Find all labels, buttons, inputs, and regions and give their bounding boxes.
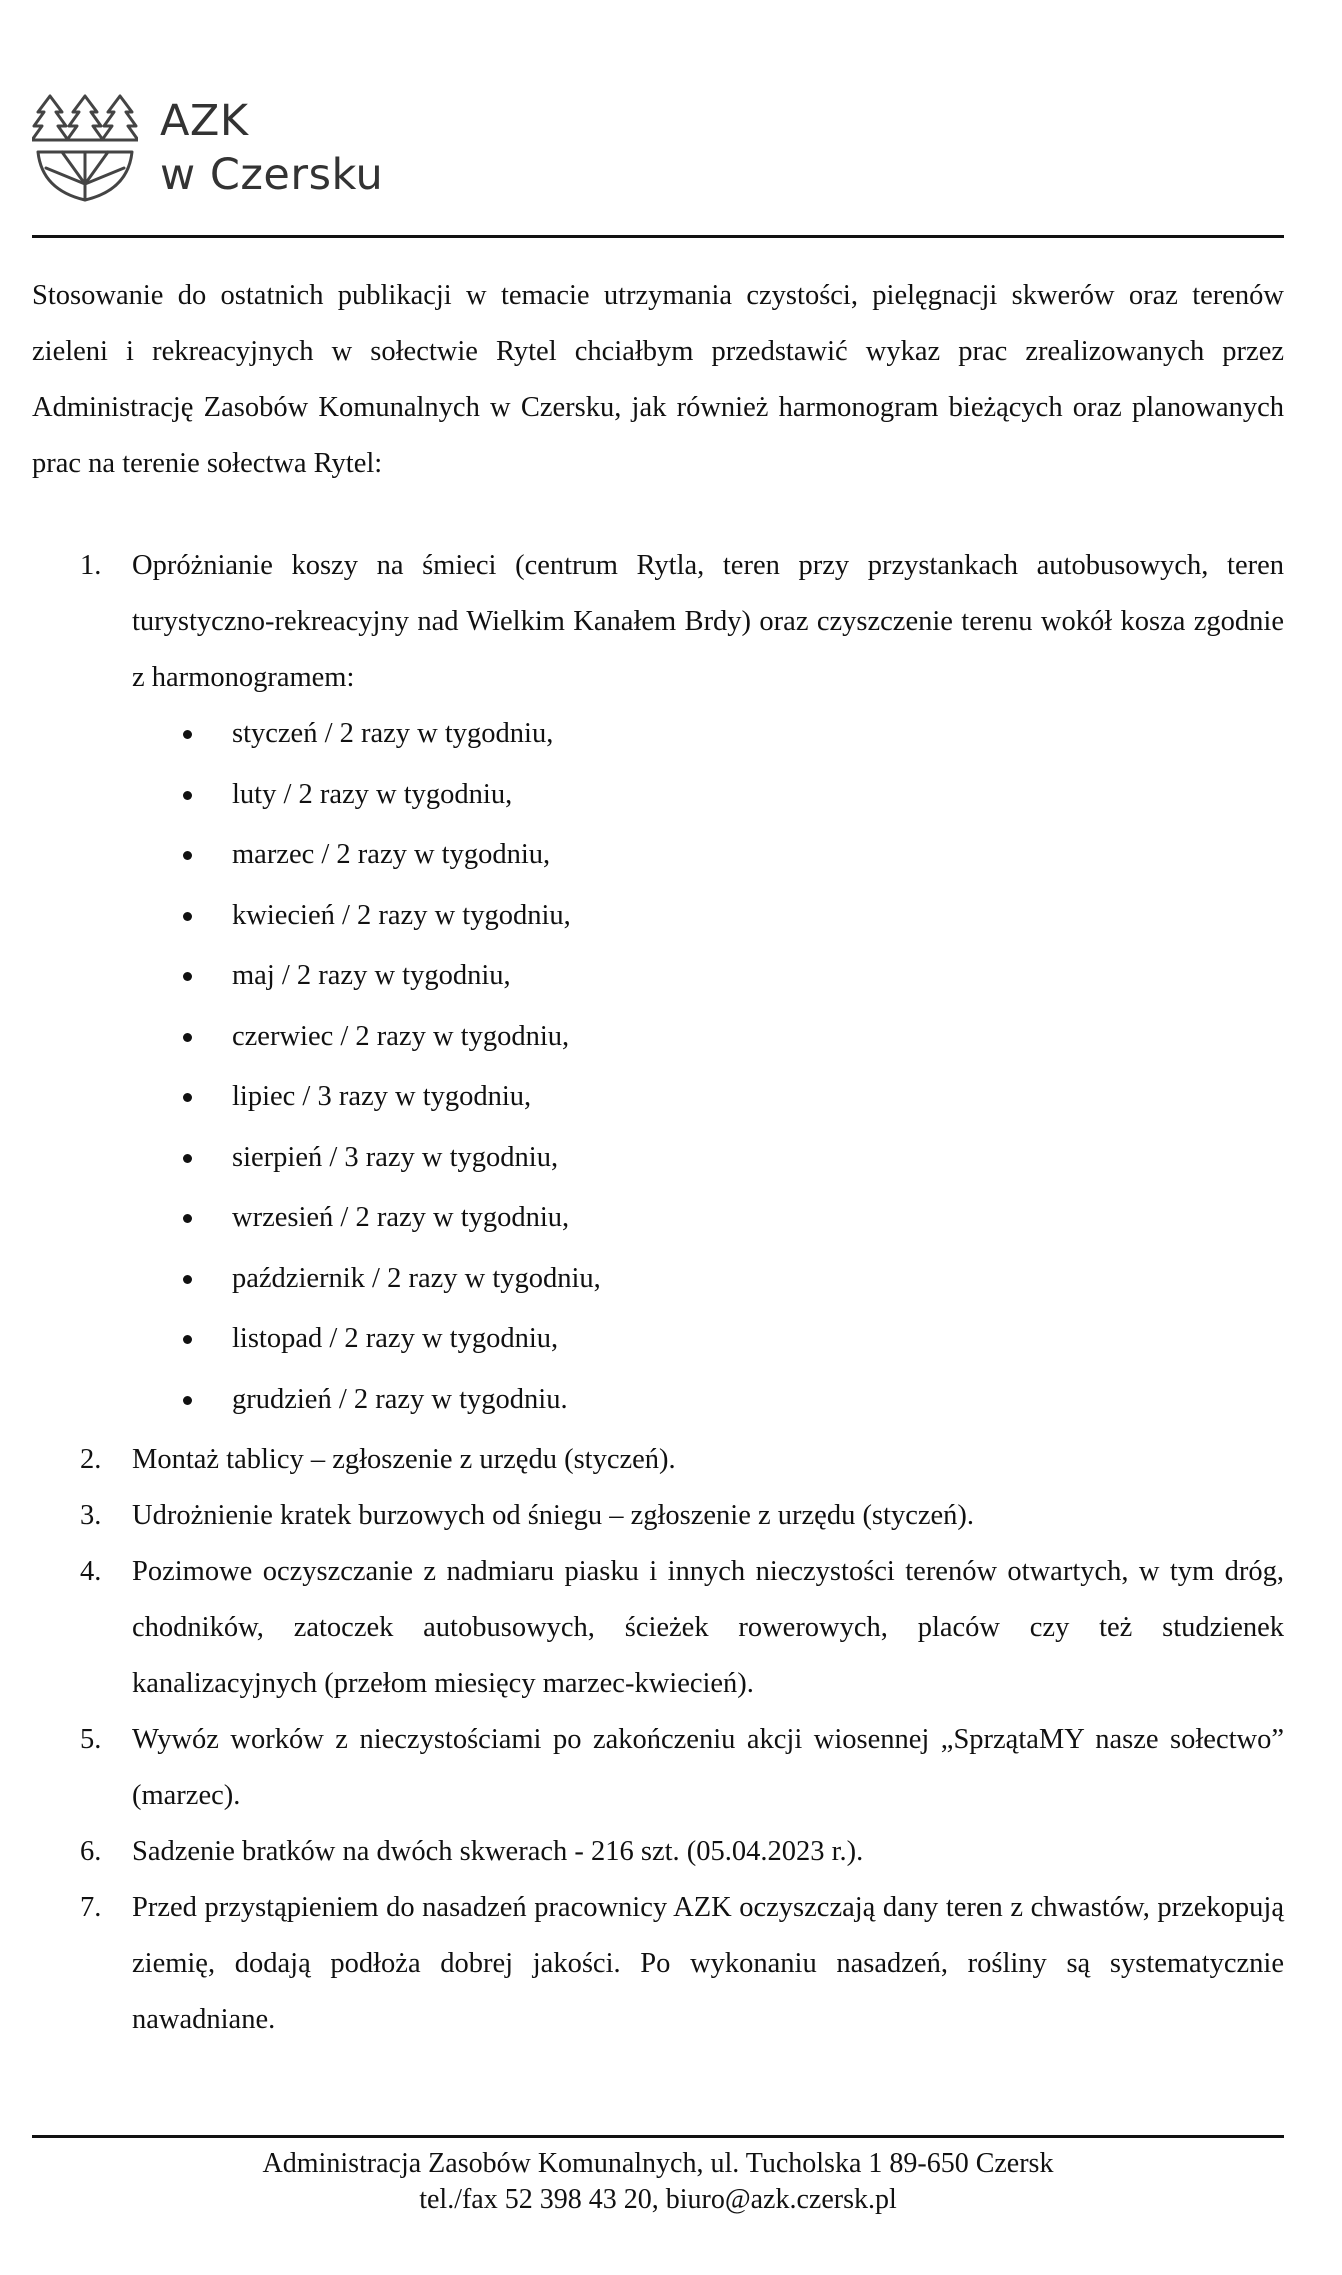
- schedule-item: [132, 888, 1284, 949]
- list-item-text: Udrożnienie kratek burzowych od śniegu – zgłoszenie z urzędu (styczeń).: [132, 1500, 975, 1531]
- bullet-icon: [183, 791, 192, 800]
- list-item-text: Sadzenie bratków na dwóch skwerach - 216 szt. (05.04.2023 r.).: [132, 1836, 864, 1867]
- schedule-list: [132, 706, 1284, 1432]
- schedule-text: marzec / 2 razy w tygodniu,: [232, 839, 551, 870]
- list-item-text: Pozimowe oczyszczanie z nadmiaru piasku i innych nieczystości terenów otwartych, w tym dróg, chodników, zatoczek autobusowych, ścieżek rowerowych, placów czy też studzienek kanalizacyjnych (przełom miesięcy marzec-kwiecień).: [132, 1556, 1284, 1699]
- schedule-text: wrzesień / 2 razy w tygodniu,: [232, 1202, 570, 1233]
- list-item-number: 1.: [80, 550, 102, 581]
- list-item: [32, 1488, 1284, 1544]
- bullet-icon: [183, 1275, 192, 1284]
- schedule-text: luty / 2 razy w tygodniu,: [232, 778, 513, 810]
- schedule-item: [132, 1251, 1284, 1312]
- bullet-icon: [183, 912, 192, 921]
- list-item-number: 6.: [80, 1836, 102, 1867]
- intro-paragraph: Stosowanie do ostatnich publikacji w temacie utrzymania czystości, pielęgnacji skwerów oraz terenów zieleni i rekreacyjnych w sołectwie Rytel chciałbym przedstawić wykaz prac zrealizowanych przez Administrację Zasobów Komunalnych w Czersku, jak również harmonogram bieżących oraz planowanych prac na terenie sołectwa Rytel:: [32, 280, 1284, 479]
- list-item-text: Wywóz worków z nieczystościami po zakończeniu akcji wiosennej „SprzątaMY nasze sołectwo” (marzec).: [132, 1724, 1284, 1811]
- schedule-text: sierpień / 3 razy w tygodniu,: [232, 1141, 559, 1173]
- schedule-item: [132, 948, 1284, 1009]
- list-item: [32, 1544, 1284, 1712]
- schedule-item: [132, 1372, 1284, 1433]
- list-item-number: 5.: [80, 1724, 102, 1755]
- schedule-item: [132, 1130, 1284, 1191]
- list-item: [32, 1432, 1284, 1488]
- list-item: [32, 1824, 1284, 1880]
- logo-line-czersk: w Czersku: [160, 150, 384, 200]
- bullet-icon: [183, 851, 192, 860]
- schedule-text: lipiec / 3 razy w tygodniu,: [232, 1081, 532, 1112]
- list-item: [32, 1880, 1284, 2048]
- schedule-text: styczeń / 2 razy w tygodniu,: [232, 718, 554, 749]
- list-item-number: 4.: [80, 1556, 102, 1587]
- schedule-text: maj / 2 razy w tygodniu,: [232, 960, 511, 991]
- list-item: [32, 1712, 1284, 1824]
- bullet-icon: [183, 972, 192, 981]
- trees-and-wheel-logo-icon: [32, 92, 138, 204]
- list-item-text: Montaż tablicy – zgłoszenie z urzędu (styczeń).: [132, 1444, 676, 1475]
- list-item: [32, 538, 1284, 1432]
- list-item-number: 3.: [80, 1500, 102, 1531]
- schedule-text: czerwiec / 2 razy w tygodniu,: [232, 1020, 570, 1052]
- logo-wordmark: [160, 94, 383, 202]
- bullet-icon: [183, 1396, 192, 1405]
- footer: [32, 2146, 1284, 2218]
- schedule-item: [132, 827, 1284, 888]
- header-divider: [32, 235, 1284, 238]
- schedule-item: [132, 1311, 1284, 1372]
- schedule-item: [132, 767, 1284, 828]
- works-list: [32, 538, 1284, 2048]
- schedule-text: październik / 2 razy w tygodniu,: [232, 1262, 601, 1294]
- schedule-text: kwiecień / 2 razy w tygodniu,: [232, 899, 571, 931]
- schedule-text: listopad / 2 razy w tygodniu,: [232, 1323, 559, 1354]
- bullet-icon: [183, 1093, 192, 1102]
- footer-divider: [32, 2135, 1284, 2138]
- schedule-item: [132, 1190, 1284, 1251]
- list-item-text: Opróżnianie koszy na śmieci (centrum Rytla, teren przy przystankach autobusowych, teren turystyczno-rekreacyjny nad Wielkim Kanałem Brdy) oraz czyszczenie terenu wokół kosza zgodnie z harmonogramem:: [132, 550, 1284, 693]
- list-item-number: 2.: [80, 1444, 102, 1475]
- bullet-icon: [183, 1154, 192, 1163]
- list-item-number: 7.: [80, 1892, 102, 1923]
- list-item-text: Przed przystąpieniem do nasadzeń pracownicy AZK oczyszczają dany teren z chwastów, przekopują ziemię, dodają podłoża dobrej jakości. Po wykonaniu nasadzeń, rośliny są systematycznie nawadniane.: [132, 1892, 1284, 2035]
- header-logo: [32, 92, 383, 204]
- footer-address: Administracja Zasobów Komunalnych, ul. Tucholska 1 89-650 Czersk: [262, 2148, 1054, 2179]
- document-body: [32, 268, 1284, 2048]
- bullet-icon: [183, 1033, 192, 1042]
- schedule-item: [132, 1069, 1284, 1130]
- bullet-icon: [183, 1214, 192, 1223]
- schedule-item: [132, 1009, 1284, 1070]
- bullet-icon: [183, 1335, 192, 1344]
- schedule-item: [132, 706, 1284, 767]
- schedule-text: grudzień / 2 razy w tygodniu.: [232, 1383, 568, 1415]
- logo-line-azk: AZK: [160, 96, 249, 146]
- bullet-icon: [183, 730, 192, 739]
- footer-contact: tel./fax 52 398 43 20, biuro@azk.czersk.pl: [419, 2184, 897, 2215]
